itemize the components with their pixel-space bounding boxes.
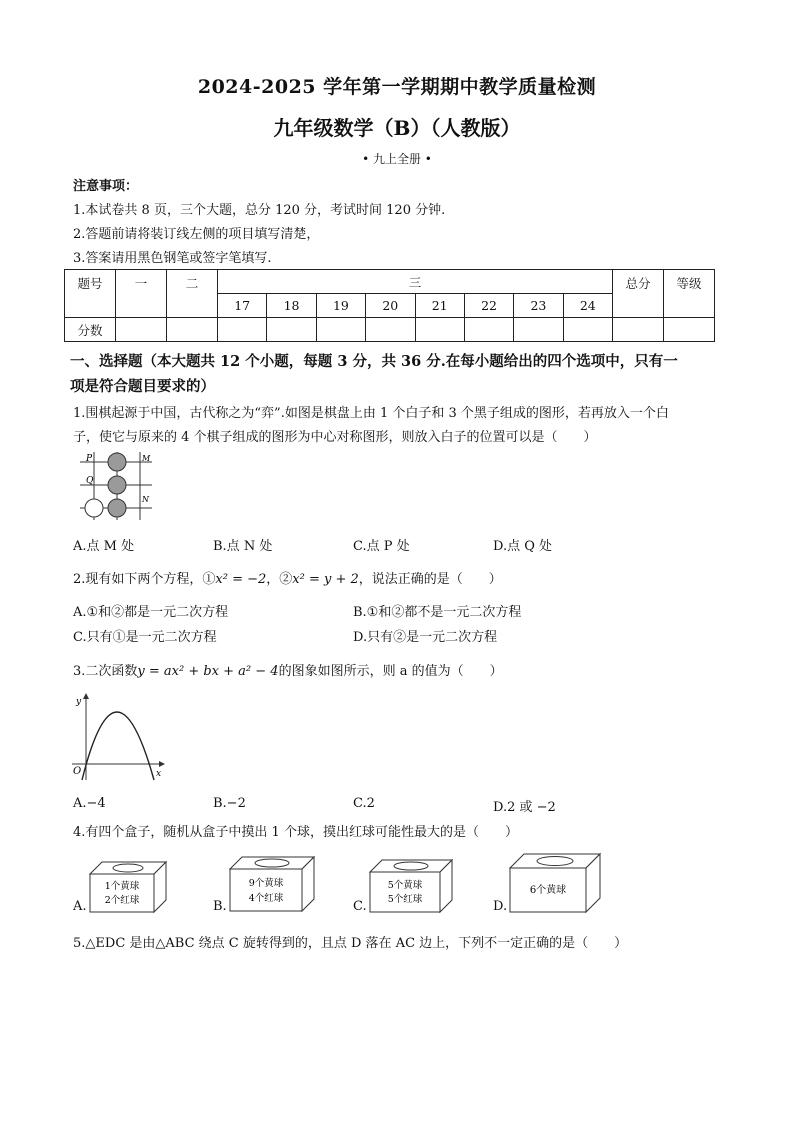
q3-option-d[interactable]: D.2 或 −2 (493, 800, 556, 815)
q1-stem-line1: 1.围棋起源于中国，古代称之为“弈”.如图是棋盘上由 1 个白子和 3 个黑子组成的图形，若再放入一个白 (73, 406, 669, 421)
header-sub-23: 23 (514, 294, 563, 318)
header-sub-17: 17 (218, 294, 267, 318)
score-table (64, 269, 715, 342)
q5-stem: 5.△EDC 是由△ABC 绕点 C 旋转得到的，且点 D 落在 AC 边上，下列不一定正确的是（ ） (73, 936, 628, 951)
score-cell[interactable] (218, 318, 267, 342)
exam-subject: 九年级数学（B）（人教版） (273, 116, 521, 140)
notice-heading: 注意事项： (73, 179, 139, 194)
label-p: P (86, 454, 93, 464)
axis-label-y: y (76, 697, 82, 707)
q3-option-a[interactable]: A.−4 (73, 796, 106, 811)
q4-box-c-line1: 5个黄球 (387, 880, 423, 891)
score-cell[interactable] (664, 318, 715, 342)
score-cell[interactable] (316, 318, 365, 342)
q3-equation: y = ax² + bx + a² − 4 (137, 664, 279, 679)
header-sub-21: 21 (415, 294, 464, 318)
row-score-label: 分数 (65, 318, 116, 342)
section-1-heading-line1: 一、选择题（本大题共 12 个小题，每题 3 分，共 36 分.在每小题给出的四个选项中，只有一 (70, 353, 678, 370)
q3-stem (73, 660, 503, 679)
q2-equation-2: x² = y + 2 (292, 572, 359, 587)
white-stone (85, 499, 103, 517)
q2-option-d[interactable]: D.只有②是一元二次方程 (353, 630, 498, 645)
q4-option-c-label[interactable]: C. (353, 899, 367, 914)
q4-box-c (368, 856, 456, 916)
q2-option-a[interactable]: A.①和②都是一元二次方程 (73, 605, 229, 620)
q3-option-b[interactable]: B.−2 (213, 796, 246, 811)
q4-box-a-line1: 1个黄球 (104, 881, 140, 892)
q3-stem-a: 3.二次函数 (73, 664, 138, 679)
q4-box-c-line2: 5个红球 (387, 894, 423, 905)
q2-option-b[interactable]: B.①和②都不是一元二次方程 (353, 605, 522, 620)
q1-option-b[interactable]: B.点 N 处 (213, 539, 273, 554)
axis-label-x: x (156, 769, 162, 779)
q2-stem-b: ，② (266, 572, 293, 587)
origin-label: O (73, 766, 82, 777)
q4-option-d-label[interactable]: D. (493, 899, 508, 914)
q1-option-d[interactable]: D.点 Q 处 (493, 539, 553, 554)
score-cell[interactable] (167, 318, 218, 342)
q4-option-a-label[interactable]: A. (73, 899, 87, 914)
score-cell[interactable] (366, 318, 415, 342)
score-cell[interactable] (464, 318, 513, 342)
black-stone (108, 476, 126, 494)
q2-equation-1: x² = −2 (215, 572, 267, 587)
score-cell[interactable] (267, 318, 316, 342)
q1-stem-line2: 子，使它与原来的 4 个棋子组成的图形为中心对称图形，则放入白子的位置可以是（ ） (73, 430, 597, 445)
q4-box-a (88, 858, 168, 916)
q1-option-c[interactable]: C.点 P 处 (353, 539, 410, 554)
header-col-1: 一 (116, 270, 167, 318)
header-col-2: 二 (167, 270, 218, 318)
score-cell[interactable] (116, 318, 167, 342)
q4-box-d (508, 850, 604, 916)
label-q: Q (86, 476, 94, 486)
score-cell[interactable] (415, 318, 464, 342)
header-total: 总分 (613, 270, 664, 318)
go-board-figure (78, 450, 158, 522)
q4-box-d-line1: 6个黄球 (529, 885, 567, 896)
header-sub-24: 24 (563, 294, 612, 318)
q4-box-b-line2: 4个红球 (248, 893, 284, 904)
q3-stem-b: 的图象如图所示，则 a 的值为（ ） (278, 664, 503, 679)
notice-item-1: 1.本试卷共 8 页，三个大题，总分 120 分，考试时间 120 分钟. (73, 203, 446, 218)
header-sub-19: 19 (316, 294, 365, 318)
q1-option-a[interactable]: A.点 M 处 (73, 539, 135, 554)
q3-option-c[interactable]: C.2 (353, 796, 375, 811)
black-stone (108, 453, 126, 471)
q2-stem (73, 568, 502, 587)
header-sub-22: 22 (464, 294, 513, 318)
black-stone (108, 499, 126, 517)
q2-stem-a: 2.现有如下两个方程，① (73, 572, 216, 587)
parabola-figure (70, 690, 170, 782)
label-n: N (142, 495, 149, 504)
section-1-heading-line2: 项是符合题目要求的） (70, 378, 215, 395)
q4-box-b (228, 853, 318, 915)
q4-stem: 4.有四个盒子，随机从盒子中摸出 1 个球，摸出红球可能性最大的是（ ） (73, 825, 518, 840)
header-sub-18: 18 (267, 294, 316, 318)
label-m: M (142, 454, 151, 463)
exam-scope: • 九上全册 • (362, 152, 432, 166)
notice-item-2: 2.答题前请将装订线左侧的项目填写清楚， (73, 227, 320, 242)
notice-item-3: 3.答案请用黑色钢笔或签字笔填写. (73, 251, 272, 266)
header-grade: 等级 (664, 270, 715, 318)
q4-box-a-line2: 2个红球 (104, 895, 140, 906)
q2-option-c[interactable]: C.只有①是一元二次方程 (73, 630, 217, 645)
score-cell[interactable] (563, 318, 612, 342)
q4-option-b-label[interactable]: B. (213, 899, 227, 914)
score-cell[interactable] (514, 318, 563, 342)
parabola-curve (82, 712, 154, 780)
q2-stem-c: ，说法正确的是（ ） (358, 572, 502, 587)
header-question-no: 题号 (65, 270, 116, 318)
q4-box-b-line1: 9个黄球 (248, 878, 284, 889)
exam-title: 2024-2025 学年第一学期期中教学质量检测 (197, 76, 597, 98)
score-cell[interactable] (613, 318, 664, 342)
header-sub-20: 20 (366, 294, 415, 318)
header-col-3: 三 (218, 270, 613, 294)
